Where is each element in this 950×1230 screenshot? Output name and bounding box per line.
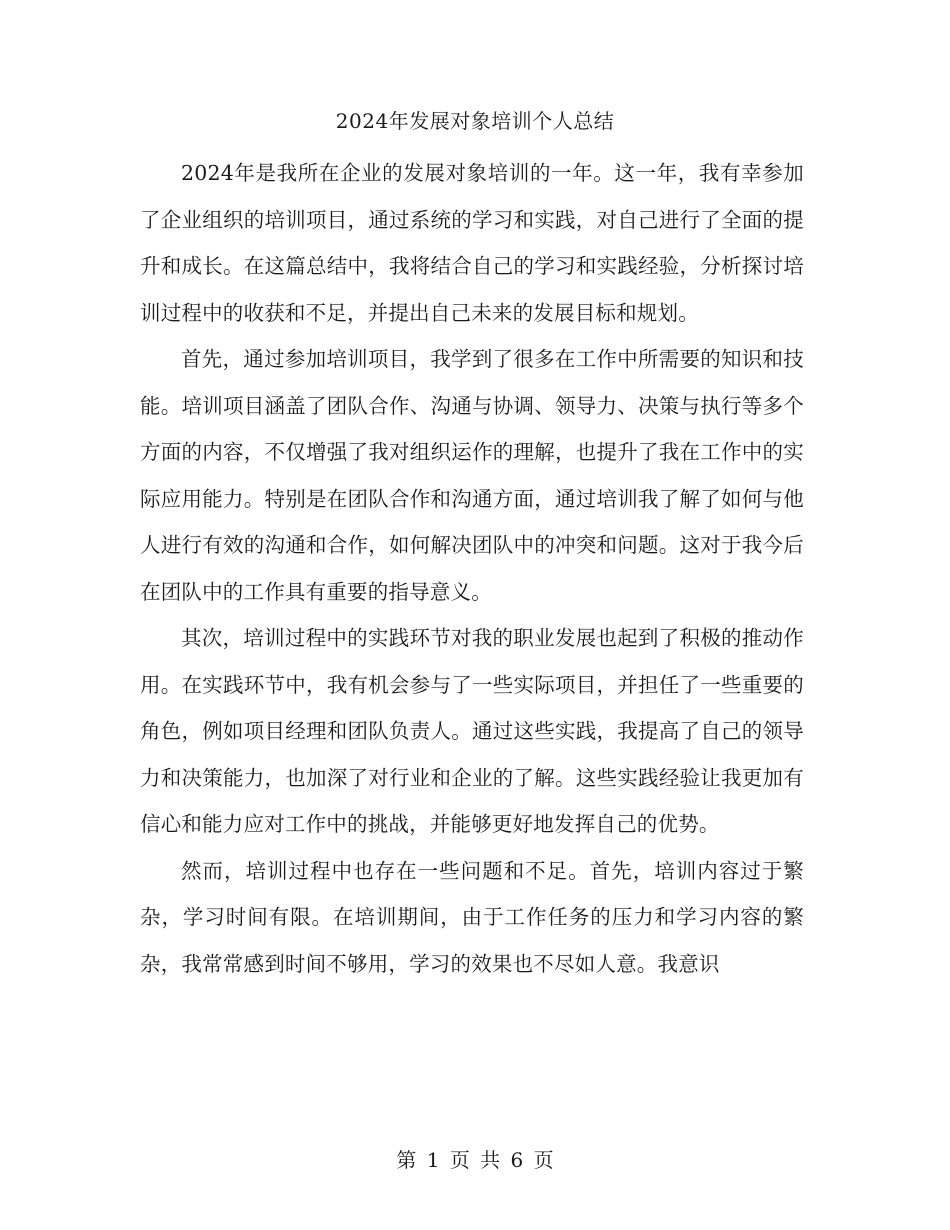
page-number-footer: 第 1 页 共 6 页 <box>396 1148 554 1172</box>
document-body <box>140 150 804 987</box>
paragraph-intro: 2024年是我所在企业的发展对象培训的一年。这一年，我有幸参加了企业组织的培训项目，通过系统的学习和实践，对自己进行了全面的提升和成长。在这篇总结中，我将结合自己的学习和实践经验，分析探讨培训过程中的收获和不足，并提出自己未来的发展目标和规划。 <box>140 161 804 325</box>
paragraph-practice: 其次，培训过程中的实践环节对我的职业发展也起到了积极的推动作用。在实践环节中，我有机会参与了一些实际项目，并担任了一些重要的角色，例如项目经理和团队负责人。通过这些实践，我提高了自己的领导力和决策能力，也加深了对行业和企业的了解。这些实践经验让我更加有信心和能力应对工作中的挑战，并能够更好地发挥自己的优势。 <box>140 626 804 836</box>
paragraph-first-gain: 首先，通过参加培训项目，我学到了很多在工作中所需要的知识和技能。培训项目涵盖了团队合作、沟通与协调、领导力、决策与执行等多个方面的内容，不仅增强了我对组织运作的理解，也提升了我在工作中的实际应用能力。特别是在团队合作和沟通方面，通过培训我了解了如何与他人进行有效的沟通和合作，如何解决团队中的冲突和问题。这对于我今后在团队中的工作具有重要的指导意义。 <box>140 347 804 604</box>
document-title: 2024年发展对象培训个人总结 <box>335 109 615 133</box>
paragraph-shortcomings: 然而，培训过程中也存在一些问题和不足。首先，培训内容过于繁杂，学习时间有限。在培训期间，由于工作任务的压力和学习内容的繁杂，我常常感到时间不够用，学习的效果也不尽如人意。我意识 <box>140 858 804 976</box>
